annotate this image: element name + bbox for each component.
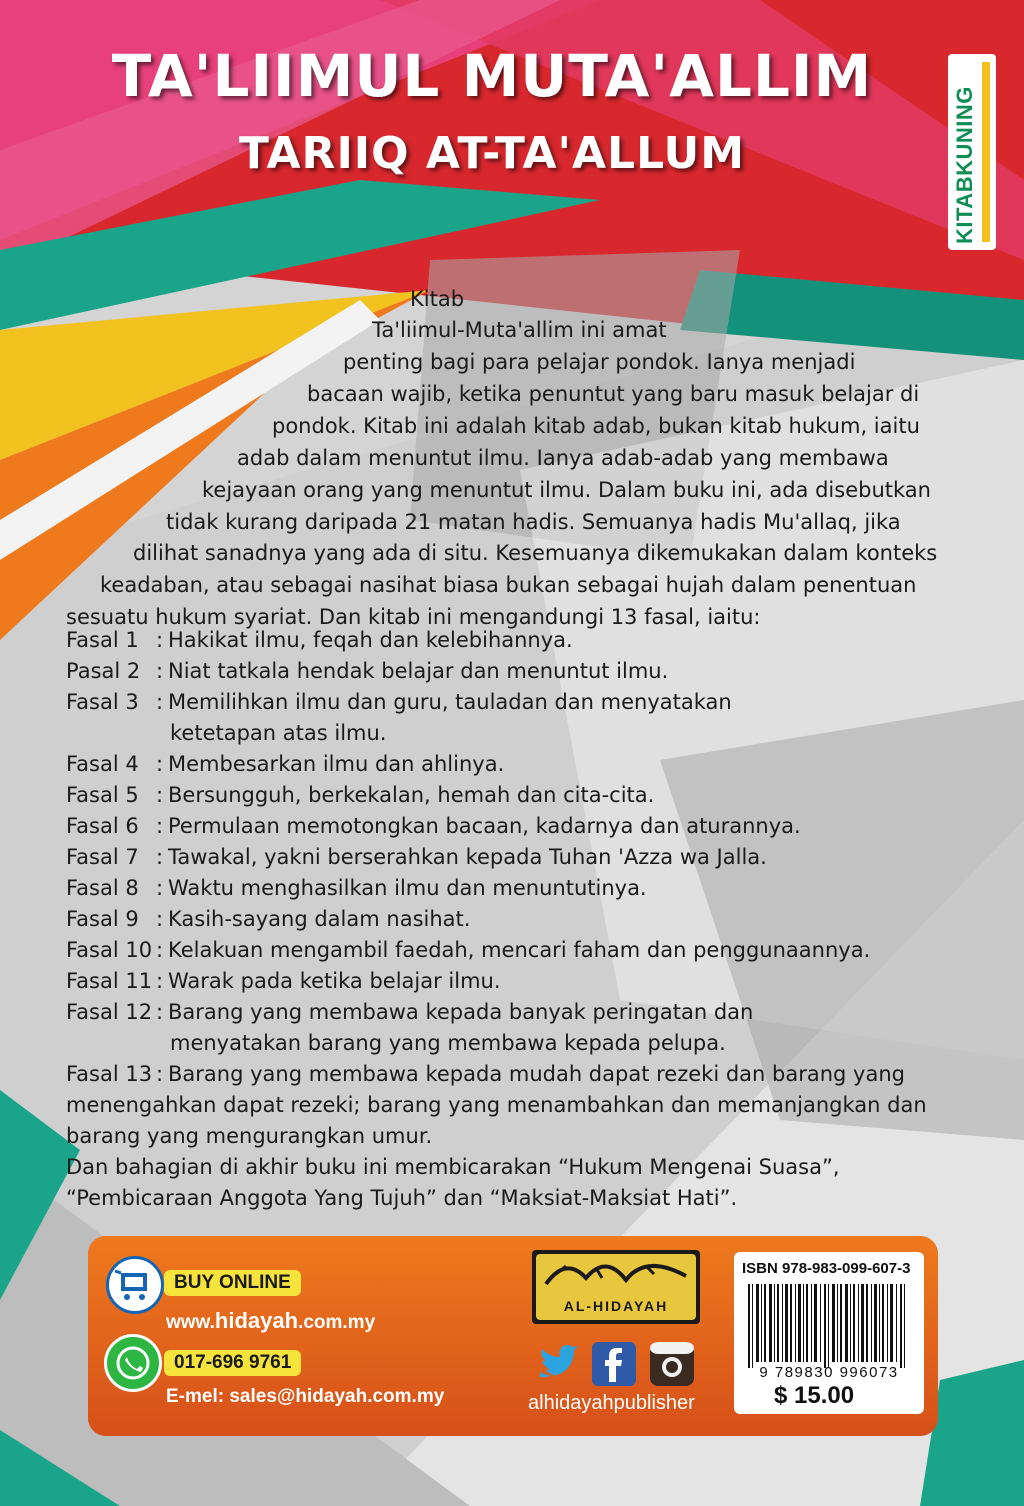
publisher-logo: [532, 1250, 700, 1324]
chapter-label: Pasal 2: [66, 659, 141, 683]
chapter-label: Fasal 6: [66, 814, 139, 838]
chapter-text: Niat tatkala hendak belajar dan menuntut ilmu.: [168, 659, 669, 683]
publisher-name: AL-HIDAYAH: [563, 1298, 669, 1314]
whatsapp-icon: [104, 1334, 162, 1392]
chapter-label: Fasal 12: [66, 1000, 153, 1024]
intro-line: adab dalam menuntut ilmu. Ianya adab-adab yang membawa: [237, 446, 889, 470]
brand-text-part1: KITAB: [952, 175, 977, 244]
book-subtitle: TARIIQ AT-TA'ALLUM: [238, 128, 746, 179]
chapter-label: Fasal 13: [66, 1062, 153, 1086]
isbn-label: ISBN 978-983-099-607-3: [742, 1260, 911, 1277]
chapter-text: Membesarkan ilmu dan ahlinya.: [168, 752, 505, 776]
cart-icon: [106, 1256, 164, 1314]
price: $ 15.00: [774, 1382, 855, 1409]
chapter-item: Fasal 10 : Kelakuan mengambil faedah, mencari faham dan penggunaannya.: [66, 938, 871, 962]
social-handle: alhidayahpublisher: [528, 1392, 695, 1414]
book-title: TA'LIIMUL MUTA'ALLIM: [111, 42, 873, 110]
chapter-text: Memilihkan ilmu dan guru, tauladan dan menyatakan: [168, 690, 732, 714]
chapter-label: Fasal 1: [66, 628, 139, 652]
chapter-item: Fasal 1 : Hakikat ilmu, feqah dan kelebihannya.: [66, 628, 573, 652]
isbn-barcode-box: [734, 1252, 924, 1414]
facebook-icon[interactable]: [592, 1342, 636, 1386]
chapter-text: Barang yang membawa kepada banyak peringatan dan: [168, 1000, 754, 1024]
website-prefix: www.: [166, 1312, 215, 1333]
chapter-label: Fasal 11: [66, 969, 153, 993]
chapter-text: Warak pada ketika belajar ilmu.: [168, 969, 501, 993]
chapter-text: Barang yang membawa kepada mudah dapat rezeki dan barang yang: [168, 1062, 905, 1086]
chapter-label: Fasal 10: [66, 938, 153, 962]
intro-line: dilihat sanadnya yang ada di situ. Kesemuanya dikemukakan dalam konteks: [133, 541, 938, 565]
chapter-text: Waktu menghasilkan ilmu dan menuntutinya.: [168, 876, 647, 900]
twitter-icon[interactable]: [536, 1342, 580, 1386]
chapter-item: Fasal 9 : Kasih-sayang dalam nasihat.: [66, 907, 471, 931]
chapter-text-continued: menyatakan barang yang membawa kepada pelupa.: [170, 1031, 726, 1055]
phone-number[interactable]: 017-696 9761: [164, 1350, 301, 1376]
chapter-text: Kasih-sayang dalam nasihat.: [168, 907, 471, 931]
barcode-icon: [746, 1284, 912, 1368]
buy-online-badge[interactable]: BUY ONLINE: [164, 1270, 301, 1296]
intro-line: tidak kurang daripada 21 matan hadis. Semuanya hadis Mu'allaq, jika: [166, 510, 901, 534]
chapter-item: Fasal 11 : Warak pada ketika belajar ilmu.: [66, 969, 501, 993]
chapter-text-continued: menengahkan dapat rezeki; barang yang menambahkan dan memanjangkan dan: [66, 1093, 927, 1117]
intro-line: pondok. Kitab ini adalah kitab adab, bukan kitab hukum, iaitu: [272, 414, 920, 438]
chapter-item: Fasal 5 : Bersungguh, berkekalan, hemah dan cita-cita.: [66, 783, 655, 807]
chapter-label: Fasal 7: [66, 845, 139, 869]
chapter-text: Tawakal, yakni berserahkan kepada Tuhan 'Azza wa Jalla.: [168, 845, 767, 869]
chapter-text: Permulaan memotongkan bacaan, kadarnya dan aturannya.: [168, 814, 801, 838]
chapter-item: Fasal 8 : Waktu menghasilkan ilmu dan menuntutinya.: [66, 876, 647, 900]
barcode-number: 9 789830 996073: [759, 1364, 899, 1381]
chapter-label: Fasal 9: [66, 907, 139, 931]
chapter-text-continued: barang yang mengurangkan umur.: [66, 1124, 433, 1148]
chapter-label: Fasal 4: [66, 752, 139, 776]
intro-line: Ta'liimul-Muta'allim ini amat: [372, 318, 667, 342]
website-link[interactable]: [166, 1308, 375, 1334]
chapter-text-continued: ketetapan atas ilmu.: [170, 721, 387, 745]
kitab-kuning-brand: [948, 54, 996, 250]
chapter-item: Fasal 12 : Barang yang membawa kepada banyak peringatan dan: [66, 1000, 754, 1024]
chapter-item: Fasal 4 : Membesarkan ilmu dan ahlinya.: [66, 752, 505, 776]
website-suffix: .com.my: [298, 1312, 376, 1333]
intro-line: sesuatu hukum syariat. Dan kitab ini mengandungi 13 fasal, iaitu:: [66, 605, 761, 629]
chapter-label: Fasal 8: [66, 876, 139, 900]
chapter-item: Fasal 13 : Barang yang membawa kepada mudah dapat rezeki dan barang yang: [66, 1062, 905, 1086]
intro-line: keadaban, atau sebagai nasihat biasa bukan sebagai hujah dalam penentuan: [100, 573, 917, 597]
chapter-text: Bersungguh, berkekalan, hemah dan cita-cita.: [168, 783, 655, 807]
website-bold: hidayah: [214, 1308, 299, 1333]
instagram-icon[interactable]: [650, 1342, 694, 1386]
closing-line: “Pembicaraan Anggota Yang Tujuh” dan “Maksiat-Maksiat Hati”.: [66, 1186, 738, 1210]
chapter-label: Fasal 3: [66, 690, 139, 714]
intro-line: penting bagi para pelajar pondok. Ianya menjadi: [343, 350, 856, 374]
intro-line: kejayaan orang yang menuntut ilmu. Dalam buku ini, ada disebutkan: [202, 478, 931, 502]
intro-line: Kitab: [410, 287, 465, 311]
brand-text-part2: KUNING: [952, 86, 977, 176]
chapter-item: Fasal 6 : Permulaan memotongkan bacaan, kadarnya dan aturannya.: [66, 814, 801, 838]
email-link[interactable]: E-mel: sales@hidayah.com.my: [166, 1386, 445, 1407]
chapter-text: Hakikat ilmu, feqah dan kelebihannya.: [168, 628, 573, 652]
chapter-item: Pasal 2 : Niat tatkala hendak belajar dan menuntut ilmu.: [66, 659, 669, 683]
brand-text: [952, 56, 978, 244]
chapter-item: Fasal 7 : Tawakal, yakni berserahkan kepada Tuhan 'Azza wa Jalla.: [66, 845, 767, 869]
chapter-item: Fasal 3 : Memilihkan ilmu dan guru, tauladan dan menyatakan: [66, 690, 732, 714]
chapter-label: Fasal 5: [66, 783, 139, 807]
closing-line: Dan bahagian di akhir buku ini membicarakan “Hukum Mengenai Suasa”,: [66, 1155, 840, 1179]
brand-book-icon: [982, 62, 990, 242]
intro-line: bacaan wajib, ketika penuntut yang baru masuk belajar di: [307, 382, 920, 406]
chapter-text: Kelakuan mengambil faedah, mencari faham dan penggunaannya.: [168, 938, 871, 962]
